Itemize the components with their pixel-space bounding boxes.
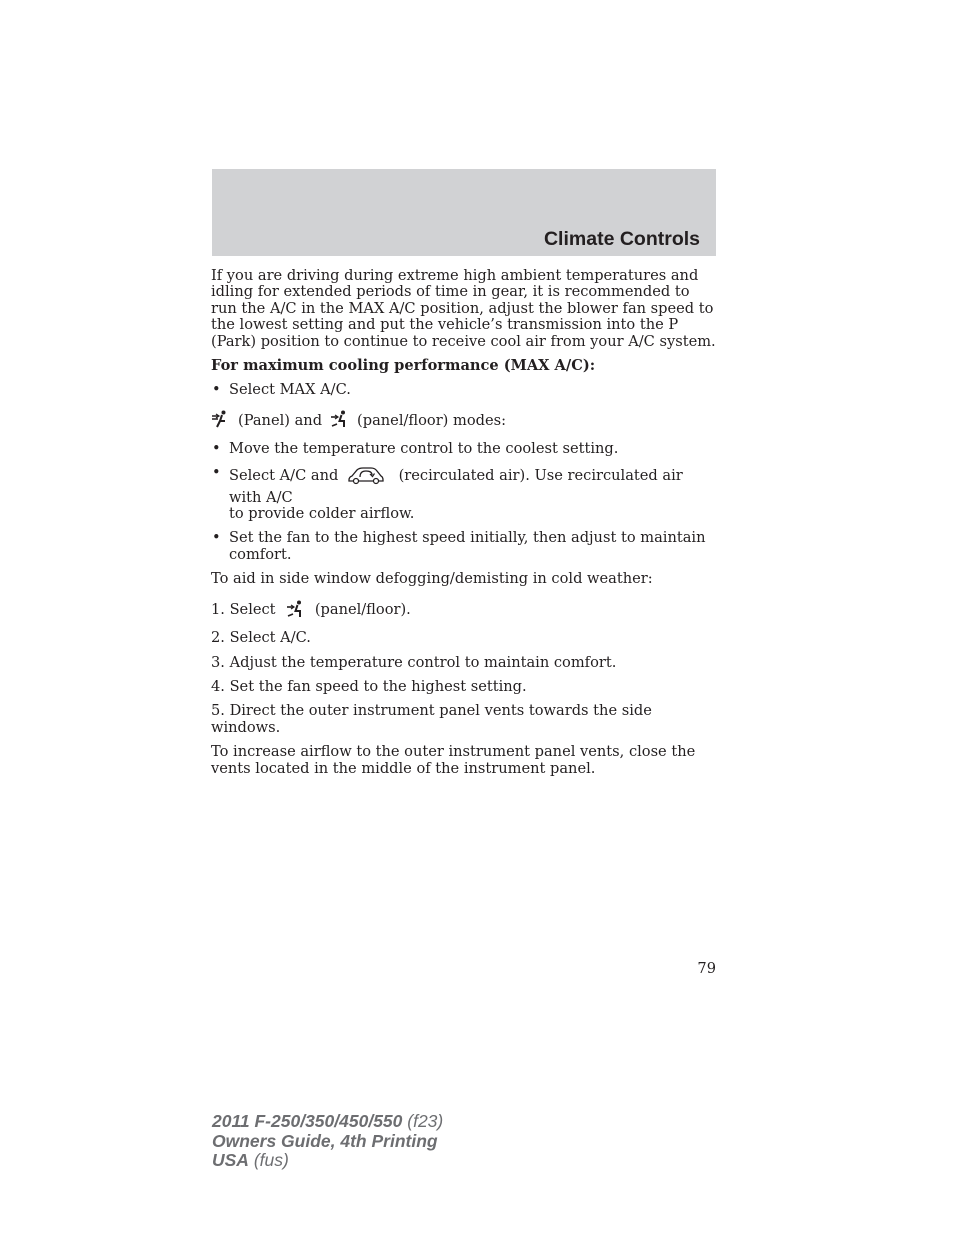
bullet-dot: •: [212, 529, 221, 547]
step-2: 2. Select A/C.: [211, 629, 311, 647]
step-1-after: (panel/floor).: [314, 600, 411, 618]
bullet-recirculated-air: [211, 465, 717, 522]
step-4: 4. Set the fan speed to the highest setting.: [211, 677, 527, 695]
footer-line-3: [212, 1151, 443, 1171]
footer-market: USA: [212, 1150, 249, 1170]
outro-paragraph: To increase airflow to the outer instrument panel vents, close the vents located in the middle of the instrument panel.: [211, 743, 696, 777]
footer-line-2: Owners Guide, 4th Printing: [212, 1130, 438, 1151]
intro-paragraph: If you are driving during extreme high ambient temperatures and idling for extended periods of time in gear, it is recommended to run the A/C in the MAX A/C position, adjust the blower fan speed to the lowest setting and put the vehicle’s transmission into the P (Park) position to continue to receive cool air from your A/C system.: [211, 267, 716, 350]
bullet-text-before: Select A/C and: [229, 467, 339, 485]
panel-floor-mode-icon: [330, 410, 348, 432]
bullet-temperature: [211, 441, 717, 457]
footer: [212, 1112, 443, 1171]
panel-floor-mode-label: (panel/floor) modes:: [357, 411, 507, 429]
page-title: Climate Controls: [543, 228, 700, 250]
header-band: [212, 169, 716, 256]
bullet-dot: •: [212, 464, 221, 482]
bullet-text-after: (recirculated air). Use recirculated air with A/C: [229, 467, 683, 506]
recirculated-air-icon: [347, 465, 385, 489]
step-3: 3. Adjust the temperature control to maintain comfort.: [211, 653, 617, 671]
content: [211, 268, 717, 785]
panel-mode-icon: [211, 410, 229, 432]
step-1-before: 1. Select: [211, 600, 276, 618]
footer-market-code: (fus): [248, 1150, 289, 1170]
page-number: 79: [697, 960, 716, 977]
footer-model-code: (f23): [402, 1111, 444, 1131]
defog-intro: To aid in side window defogging/demisting in cold weather:: [211, 570, 653, 588]
panel-mode-label: (Panel) and: [238, 411, 323, 429]
step-1: [211, 600, 717, 622]
bullet-text: Set the fan to the highest speed initially, then adjust to maintain comfort.: [229, 529, 706, 563]
modes-line: [211, 411, 717, 431]
bullet-select-max-ac: [211, 382, 717, 398]
bullet-text-cont: to provide colder airflow.: [229, 505, 415, 523]
panel-floor-mode-icon: [286, 600, 304, 622]
max-ac-heading: For maximum cooling performance (MAX A/C):: [211, 357, 596, 375]
bullet-dot: •: [212, 381, 221, 399]
bullet-dot: •: [212, 439, 221, 457]
bullet-fan-speed: [211, 530, 717, 563]
bullet-text: Select MAX A/C.: [229, 381, 351, 399]
footer-line-1: [212, 1112, 443, 1132]
bullet-text: Move the temperature control to the coolest setting.: [229, 439, 619, 457]
step-5: 5. Direct the outer instrument panel vents towards the side windows.: [211, 702, 652, 736]
footer-model: 2011 F-250/350/450/550: [212, 1111, 403, 1131]
